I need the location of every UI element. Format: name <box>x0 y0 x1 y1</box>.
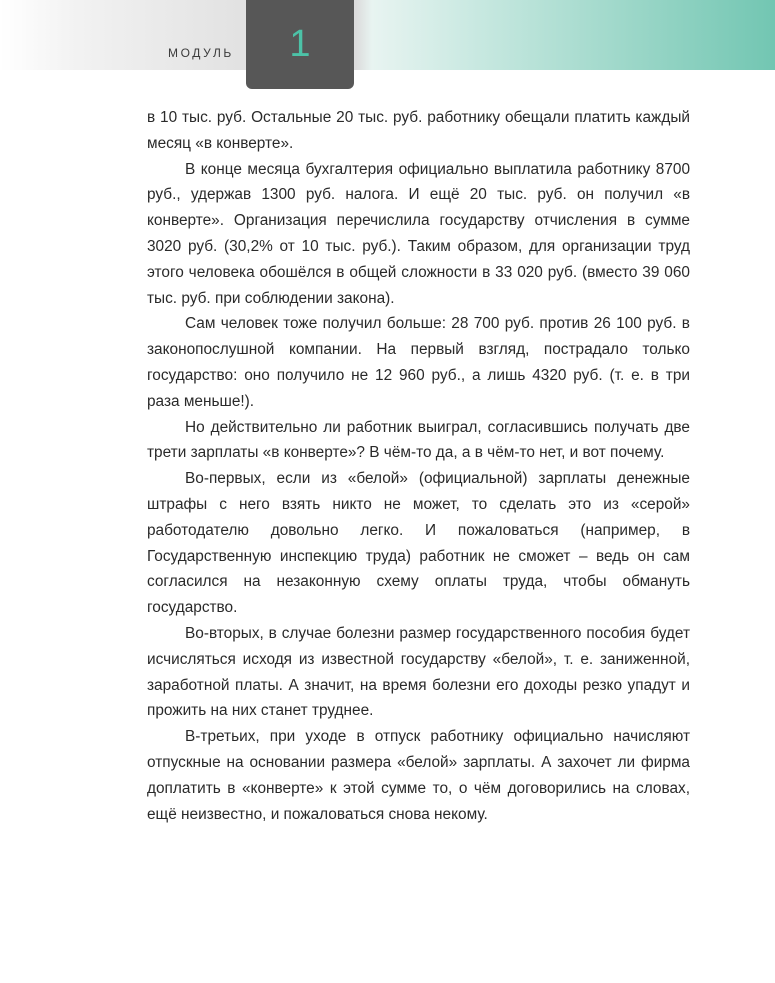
paragraph: Во-первых, если из «белой» (официальной) зарплаты денежные штрафы с него взять никто не может, то сделать это из «серой» работодателю довольно легко. И пожаловаться (например, в Государственную инспекцию труда) работник не сможет – ведь он сам согласился на незаконную схему оплаты труда, чтобы обмануть государство. <box>147 470 690 617</box>
module-number: 1 <box>289 23 311 65</box>
header-band <box>0 0 775 70</box>
paragraph: Сам человек тоже получил больше: 28 700 руб. против 26 100 руб. в законопослушной компании. На первый взгляд, пострадало только государство: оно получило не 12 960 руб., а лишь 4320 руб. (т. е. в три раза меньше!). <box>147 315 690 410</box>
paragraph: В-третьих, при уходе в отпуск работнику официально начисляют отпускные на основании размера «белой» зарплаты. А захочет ли фирма доплатить в «конверте» к этой сумме то, о чём договорились на словах, ещё неизвестно, и пожаловаться снова некому. <box>147 728 690 823</box>
paragraph: в 10 тыс. руб. Остальные 20 тыс. руб. работнику обещали платить каждый месяц «в конверте». <box>147 109 690 152</box>
module-label: МОДУЛЬ <box>168 46 234 60</box>
paragraph: В конце месяца бухгалтерия официально выплатила работнику 8700 руб., удержав 1300 руб. налога. И ещё 20 тыс. руб. он получил «в конверте». Организация перечислила государству отчисления в сумме 3020 руб. (30,2% от 10 тыс. руб.). Таким образом, для организации труд этого человека обошёлся в общей сложности в 33 020 руб. (вместо 39 060 тыс. руб. при соблюдении закона). <box>147 160 690 307</box>
paragraph: Во-вторых, в случае болезни размер государственного пособия будет исчисляться исходя из известной государству «белой», т. е. заниженной, заработной платы. А значит, на время болезни его доходы резко упадут и прожить на них станет труднее. <box>147 624 690 720</box>
paragraph: Но действительно ли работник выиграл, согласившись получать две трети зарплаты «в конверте»? В чём-то да, а в чём-то нет, и вот почему. <box>147 418 690 462</box>
page-text <box>147 105 690 827</box>
